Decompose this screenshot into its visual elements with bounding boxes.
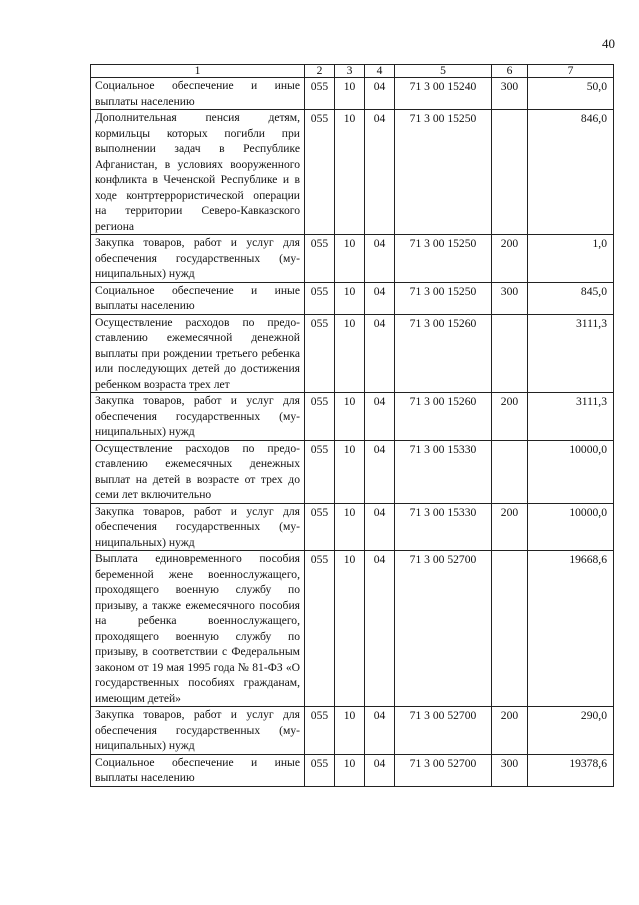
row-name-cell: Выплата единовременного пособия беременной жене военнослужащего, проходящего военную службу по призыву, а также ежемесячного пособия на ребенка военнослужащего, проходящего военную службу по призыву, в соответствии с Федеральным законом от 19 мая 1995 года № 81-ФЗ «О государственных пособиях гражданам, имеющим детей» <box>91 551 305 707</box>
row-amount-cell: 19668,6 <box>528 551 614 707</box>
row-target-article-cell: 71 3 00 15250 <box>395 282 492 314</box>
header-cell: 2 <box>305 65 335 78</box>
table-row <box>91 551 614 707</box>
row-expense-type-cell: 200 <box>492 235 528 283</box>
row-section-cell: 10 <box>335 503 365 551</box>
table-row <box>91 110 614 235</box>
row-amount-cell: 19378,6 <box>528 754 614 786</box>
row-amount-cell: 3111,3 <box>528 393 614 441</box>
header-cell: 5 <box>395 65 492 78</box>
table-row <box>91 314 614 393</box>
row-target-article-cell: 71 3 00 52700 <box>395 551 492 707</box>
row-target-article-cell: 71 3 00 15330 <box>395 440 492 503</box>
row-expense-type-cell: 200 <box>492 503 528 551</box>
row-code-cell: 055 <box>305 440 335 503</box>
row-section-cell: 10 <box>335 235 365 283</box>
row-subsection-cell: 04 <box>365 440 395 503</box>
row-code-cell: 055 <box>305 235 335 283</box>
row-target-article-cell: 71 3 00 52700 <box>395 754 492 786</box>
row-amount-cell: 10000,0 <box>528 503 614 551</box>
row-name-cell: Закупка товаров, работ и услуг для обеспечения государственных (муниципальных) нужд <box>91 235 305 283</box>
table-row <box>91 235 614 283</box>
row-amount-cell: 846,0 <box>528 110 614 235</box>
row-subsection-cell: 04 <box>365 707 395 755</box>
row-expense-type-cell <box>492 314 528 393</box>
header-cell: 7 <box>528 65 614 78</box>
row-amount-cell: 845,0 <box>528 282 614 314</box>
row-name-cell: Социальное обеспечение и иные выплаты населению <box>91 78 305 110</box>
row-subsection-cell: 04 <box>365 503 395 551</box>
row-section-cell: 10 <box>335 314 365 393</box>
row-target-article-cell: 71 3 00 15260 <box>395 393 492 441</box>
header-cell: 3 <box>335 65 365 78</box>
header-cell: 6 <box>492 65 528 78</box>
row-expense-type-cell: 300 <box>492 78 528 110</box>
header-cell: 1 <box>91 65 305 78</box>
row-name-cell: Социальное обеспечение и иные выплаты населению <box>91 754 305 786</box>
row-amount-cell: 10000,0 <box>528 440 614 503</box>
row-code-cell: 055 <box>305 551 335 707</box>
row-expense-type-cell <box>492 440 528 503</box>
row-section-cell: 10 <box>335 754 365 786</box>
row-target-article-cell: 71 3 00 52700 <box>395 707 492 755</box>
row-code-cell: 055 <box>305 282 335 314</box>
row-name-cell: Закупка товаров, работ и услуг для обеспечения государственных (муниципальных) нужд <box>91 393 305 441</box>
row-expense-type-cell: 200 <box>492 393 528 441</box>
row-target-article-cell: 71 3 00 15250 <box>395 235 492 283</box>
row-name-cell: Закупка товаров, работ и услуг для обеспечения государственных (муниципальных) нужд <box>91 707 305 755</box>
row-code-cell: 055 <box>305 393 335 441</box>
row-section-cell: 10 <box>335 393 365 441</box>
row-subsection-cell: 04 <box>365 282 395 314</box>
row-amount-cell: 3111,3 <box>528 314 614 393</box>
row-subsection-cell: 04 <box>365 393 395 441</box>
header-row <box>91 65 614 78</box>
row-subsection-cell: 04 <box>365 110 395 235</box>
row-code-cell: 055 <box>305 503 335 551</box>
row-expense-type-cell: 300 <box>492 754 528 786</box>
row-name-cell: Осуществление расходов по предоставлению ежемесячных денежных выплат на детей в возрасте от трех до семи лет включительно <box>91 440 305 503</box>
table-row <box>91 754 614 786</box>
table-row <box>91 282 614 314</box>
row-name-cell: Дополнительная пенсия детям, кормильцы которых погибли при выполнении задач в Республике Афганистан, в условиях вооруженного конфликта в Чеченской Республике и в ходе контртеррористической операции на территории Северо-Кавказского региона <box>91 110 305 235</box>
row-code-cell: 055 <box>305 314 335 393</box>
row-name-cell: Закупка товаров, работ и услуг для обеспечения государственных (муниципальных) нужд <box>91 503 305 551</box>
row-subsection-cell: 04 <box>365 551 395 707</box>
row-subsection-cell: 04 <box>365 78 395 110</box>
row-expense-type-cell <box>492 110 528 235</box>
page-number: 40 <box>602 36 615 51</box>
row-subsection-cell: 04 <box>365 754 395 786</box>
row-amount-cell: 1,0 <box>528 235 614 283</box>
row-expense-type-cell <box>492 551 528 707</box>
row-section-cell: 10 <box>335 78 365 110</box>
table-row <box>91 393 614 441</box>
row-section-cell: 10 <box>335 440 365 503</box>
row-amount-cell: 290,0 <box>528 707 614 755</box>
header-cell: 4 <box>365 65 395 78</box>
row-name-cell: Осуществление расходов по предоставлению ежемесячной денежной выплаты при рождении третьего ребенка или последующих детей до достижения ребенком возраста трех лет <box>91 314 305 393</box>
table-row <box>91 707 614 755</box>
row-code-cell: 055 <box>305 754 335 786</box>
row-name-cell: Социальное обеспечение и иные выплаты населению <box>91 282 305 314</box>
row-section-cell: 10 <box>335 551 365 707</box>
row-amount-cell: 50,0 <box>528 78 614 110</box>
row-target-article-cell: 71 3 00 15260 <box>395 314 492 393</box>
row-expense-type-cell: 200 <box>492 707 528 755</box>
budget-table <box>90 64 614 787</box>
row-code-cell: 055 <box>305 78 335 110</box>
table-row <box>91 78 614 110</box>
row-target-article-cell: 71 3 00 15330 <box>395 503 492 551</box>
table-row <box>91 440 614 503</box>
row-target-article-cell: 71 3 00 15250 <box>395 110 492 235</box>
row-section-cell: 10 <box>335 282 365 314</box>
row-code-cell: 055 <box>305 707 335 755</box>
row-target-article-cell: 71 3 00 15240 <box>395 78 492 110</box>
row-section-cell: 10 <box>335 110 365 235</box>
row-subsection-cell: 04 <box>365 314 395 393</box>
table-row <box>91 503 614 551</box>
row-subsection-cell: 04 <box>365 235 395 283</box>
row-expense-type-cell: 300 <box>492 282 528 314</box>
row-section-cell: 10 <box>335 707 365 755</box>
row-code-cell: 055 <box>305 110 335 235</box>
